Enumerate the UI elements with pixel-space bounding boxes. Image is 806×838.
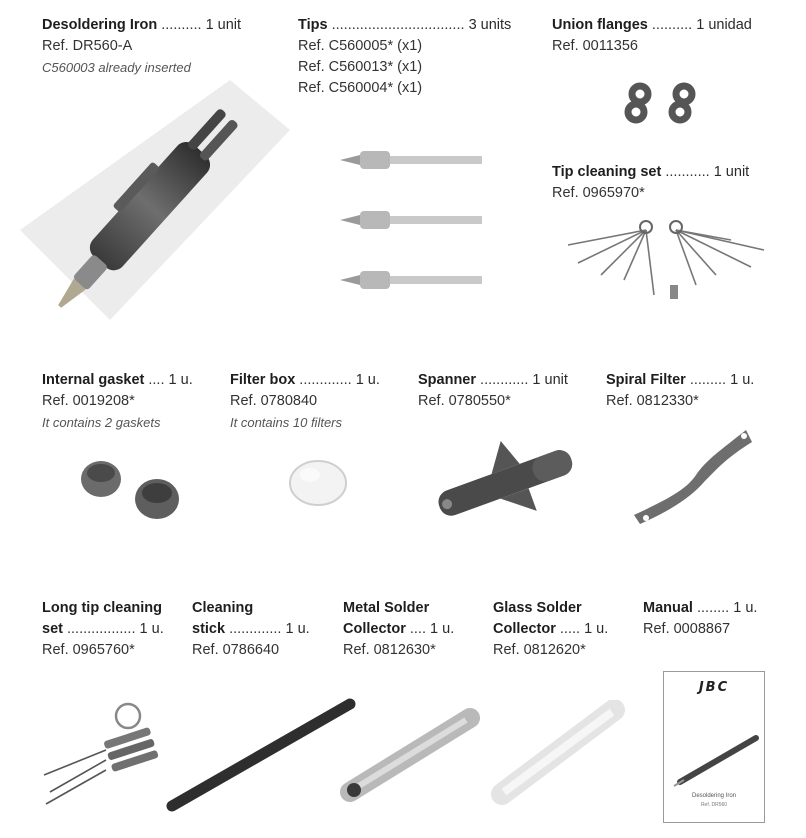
item-dots: ............ [480, 372, 529, 388]
item-qty: 1 u. [355, 372, 380, 388]
item-name-line1: Cleaning [192, 600, 254, 616]
tips-image [338, 145, 488, 295]
item-qty: 1 u. [430, 621, 455, 637]
item-note: It contains 2 gaskets [42, 415, 161, 430]
item-ref: Ref. 0965970* [552, 185, 645, 201]
spanner-image [430, 430, 580, 530]
item-name-line2: stick [192, 621, 226, 637]
item-note: C560003 already inserted [42, 60, 191, 75]
item-ref: Ref. C560013* (x1) [298, 59, 423, 75]
manual-title: Desoldering Iron [691, 793, 737, 799]
item-qty: 3 units [468, 17, 512, 33]
item-name: Filter box [230, 372, 296, 388]
item-qty: 1 unit [205, 17, 242, 33]
item-cleaning-stick [192, 598, 310, 661]
item-dots: ........ [696, 600, 730, 616]
item-dots: .......... [651, 17, 693, 33]
item-name: Spiral Filter [606, 372, 686, 388]
item-name: Spanner [418, 372, 477, 388]
item-name-line2: Collector [493, 621, 556, 637]
tip-2 [340, 211, 482, 229]
jbc-logo: JBC [698, 680, 730, 695]
item-tips [298, 15, 511, 99]
item-ref: Ref. 0965760* [42, 642, 135, 658]
item-note: It contains 10 filters [230, 415, 342, 430]
item-ref: Ref. 0812330* [606, 393, 699, 409]
item-ref: Ref. 0008867 [643, 621, 731, 637]
item-name: Union flanges [552, 17, 648, 33]
item-dots: ............. [229, 621, 282, 637]
long-tip-cleaning-set-image [40, 700, 170, 810]
item-spanner [418, 370, 568, 412]
item-dots: .... [148, 372, 165, 388]
item-metal-solder-collector [343, 598, 454, 661]
cleaning-stick-image [162, 696, 362, 816]
item-qty: 1 u. [730, 372, 755, 388]
item-name: Manual [643, 600, 693, 616]
item-long-tip-cleaning-set [42, 598, 164, 661]
desoldering-iron-image [20, 80, 290, 320]
item-qty: 1 unidad [696, 17, 752, 33]
item-ref: Ref. 0812620* [493, 642, 586, 658]
item-qty: 1 u. [139, 621, 164, 637]
item-dots: ..... [559, 621, 581, 637]
item-ref: Ref. 0011356 [552, 38, 638, 54]
item-internal-gasket [42, 370, 193, 433]
item-name-line2: set [42, 621, 63, 637]
item-qty: 1 u. [733, 600, 758, 616]
spiral-filter-image [626, 420, 756, 530]
filter-box-image [284, 455, 354, 510]
manual-cover-image [663, 671, 765, 823]
item-dots: ............. [299, 372, 352, 388]
item-qty: 1 u. [584, 621, 609, 637]
tip-cleaning-set-image [566, 215, 766, 305]
item-name: Tip cleaning set [552, 164, 662, 180]
manual-iron-icon [670, 732, 760, 787]
item-ref: Ref. C560005* (x1) [298, 38, 423, 54]
item-ref: Ref. C560004* (x1) [298, 80, 423, 96]
item-dots: ........... [665, 164, 710, 180]
item-dots: ................................. [331, 17, 465, 33]
item-name-line1: Metal Solder [343, 600, 430, 616]
item-name: Desoldering Iron [42, 17, 158, 33]
internal-gasket-image [75, 455, 195, 525]
item-desoldering-iron [42, 15, 241, 78]
item-spiral-filter [606, 370, 754, 412]
item-qty: 1 u. [168, 372, 193, 388]
item-ref: Ref. 0019208* [42, 393, 135, 409]
item-qty: 1 u. [285, 621, 310, 637]
item-name-line1: Long tip cleaning [42, 600, 163, 616]
item-ref: Ref. 0780840 [230, 393, 318, 409]
item-tip-cleaning-set [552, 162, 749, 204]
item-ref: Ref. 0786640 [192, 642, 280, 658]
item-name: Tips [298, 17, 328, 33]
item-filter-box [230, 370, 380, 433]
union-flanges-image [622, 80, 712, 130]
tip-1 [340, 151, 482, 169]
item-glass-solder-collector [493, 598, 608, 661]
item-dots: .......... [161, 17, 202, 33]
item-name-line1: Glass Solder [493, 600, 582, 616]
item-dots: .... [409, 621, 426, 637]
item-name-line2: Collector [343, 621, 406, 637]
item-union-flanges [552, 15, 752, 57]
item-qty: 1 unit [532, 372, 568, 388]
metal-solder-collector-image [340, 706, 480, 806]
item-manual [643, 598, 757, 640]
item-ref: Ref. 0780550* [418, 393, 511, 409]
glass-solder-collector-image [490, 700, 630, 810]
item-qty: 1 unit [713, 164, 750, 180]
item-ref: Ref. 0812630* [343, 642, 436, 658]
manual-ref: Ref. DR560 [700, 802, 728, 808]
item-dots: ................. [67, 621, 136, 637]
item-name: Internal gasket [42, 372, 145, 388]
item-ref: Ref. DR560-A [42, 38, 133, 54]
item-dots: ......... [689, 372, 727, 388]
tip-3 [340, 271, 482, 289]
